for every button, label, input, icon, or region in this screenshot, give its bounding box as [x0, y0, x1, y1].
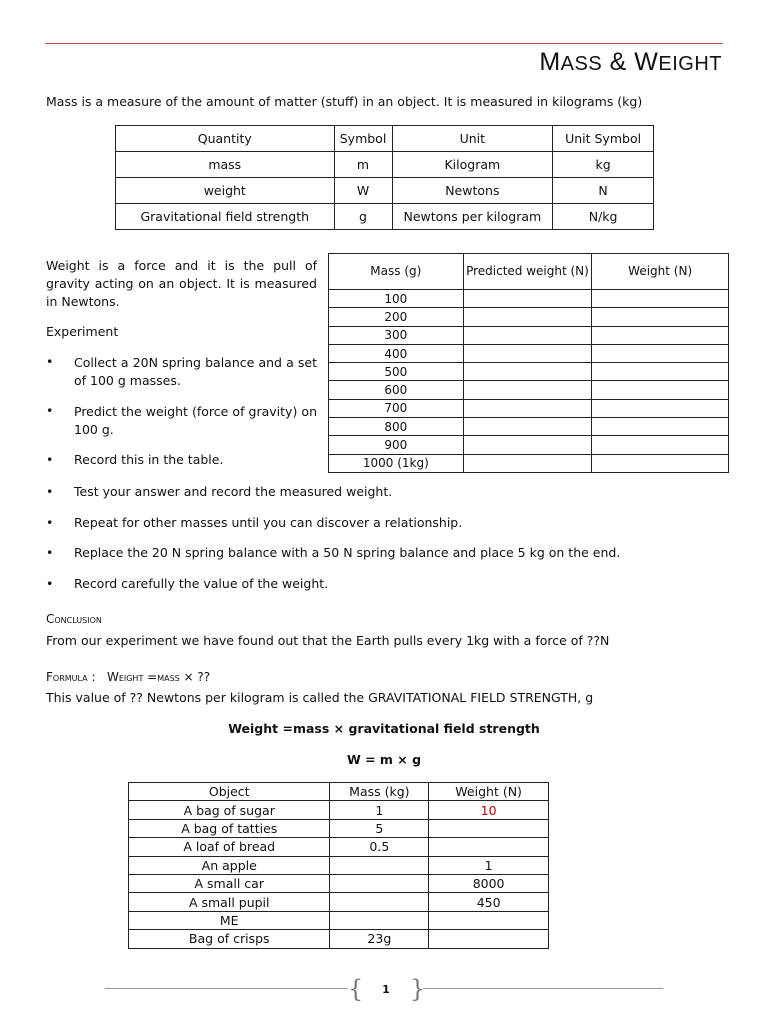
- mass-cell: 200: [329, 308, 464, 326]
- weight-definition: Weight is a force and it is the pull of gravity acting on an object. It is measured in Newtons.: [46, 258, 317, 309]
- header-cell: Object: [129, 783, 330, 801]
- predicted-cell[interactable]: [463, 454, 592, 472]
- table-cell: N/kg: [553, 204, 654, 230]
- table-row: [329, 326, 729, 344]
- mass-cell: 900: [329, 436, 464, 454]
- mass-cell: 600: [329, 381, 464, 399]
- weight-cell[interactable]: [592, 290, 729, 308]
- weight-cell: 10: [429, 801, 549, 819]
- predicted-cell[interactable]: [463, 381, 592, 399]
- formula-symbolic: W = m × g: [346, 752, 422, 767]
- weight-cell: 1: [429, 856, 549, 874]
- objects-table: [128, 782, 549, 949]
- formula-label: Formula :: [46, 670, 96, 684]
- predicted-cell[interactable]: [463, 363, 592, 381]
- mass-cell: 300: [329, 326, 464, 344]
- table-row: [116, 204, 654, 230]
- table-row: [129, 801, 549, 819]
- bullet-icon: •: [46, 545, 54, 560]
- table-row: [129, 838, 549, 856]
- intro-text: Mass is a measure of the amount of matter (stuff) in an object. It is measured in kilograms (kg): [46, 94, 643, 109]
- conclusion-heading: Conclusion: [46, 612, 102, 626]
- table-row: [329, 290, 729, 308]
- table-row: [129, 874, 549, 892]
- table-cell: Newtons per kilogram: [392, 204, 553, 230]
- weight-cell[interactable]: [592, 363, 729, 381]
- predicted-cell[interactable]: [463, 326, 592, 344]
- mass-cell: 400: [329, 344, 464, 362]
- formula-bold-line: Weight =mass × gravitational field strength: [228, 721, 540, 736]
- table-cell: Kilogram: [392, 152, 553, 178]
- table-header-row: [129, 783, 549, 801]
- table-cell: W: [334, 178, 392, 204]
- object-cell: A bag of sugar: [129, 801, 330, 819]
- table-cell: weight: [116, 178, 335, 204]
- object-cell: A small pupil: [129, 893, 330, 911]
- footer-brace-right: }: [410, 975, 426, 1003]
- weight-cell[interactable]: [592, 454, 729, 472]
- mass-cell: 1: [330, 801, 429, 819]
- mass-cell[interactable]: [330, 893, 429, 911]
- table-cell: mass: [116, 152, 335, 178]
- bullet-icon: •: [46, 515, 54, 530]
- table-cell: g: [334, 204, 392, 230]
- bullet-icon: •: [46, 484, 54, 499]
- object-cell: ME: [129, 911, 330, 929]
- weight-cell[interactable]: [592, 344, 729, 362]
- table-header-row: [116, 126, 654, 152]
- table-row: [116, 178, 654, 204]
- bullet-icon: •: [46, 576, 54, 591]
- footer-rule-left: [105, 988, 348, 989]
- weight-cell: 450: [429, 893, 549, 911]
- mass-cell: 23g: [330, 930, 429, 948]
- object-cell: A small car: [129, 874, 330, 892]
- bullet-icon: •: [46, 403, 54, 418]
- table-cell: kg: [553, 152, 654, 178]
- table-row: [329, 454, 729, 472]
- header-cell: Weight (N): [429, 783, 549, 801]
- mass-cell[interactable]: [330, 874, 429, 892]
- bullet-icon: •: [46, 354, 54, 369]
- predicted-cell[interactable]: [463, 418, 592, 436]
- table-row: [129, 893, 549, 911]
- mass-cell: 1000 (1kg): [329, 454, 464, 472]
- header-cell: Unit: [392, 126, 553, 152]
- table-row: [129, 856, 549, 874]
- weight-cell[interactable]: [429, 911, 549, 929]
- weight-cell[interactable]: [592, 418, 729, 436]
- weight-cell[interactable]: [592, 399, 729, 417]
- table-row: [329, 344, 729, 362]
- bullet-icon: •: [46, 452, 54, 467]
- weight-cell: 8000: [429, 874, 549, 892]
- table-row: [329, 399, 729, 417]
- formula-line: [46, 670, 210, 684]
- predicted-cell[interactable]: [463, 436, 592, 454]
- mass-cell: 0.5: [330, 838, 429, 856]
- table-cell: Newtons: [392, 178, 553, 204]
- table-cell: N: [553, 178, 654, 204]
- table-row: [329, 436, 729, 454]
- table-row: [129, 911, 549, 929]
- weight-cell[interactable]: [592, 436, 729, 454]
- mass-cell[interactable]: [330, 856, 429, 874]
- experiment-heading: Experiment: [46, 324, 119, 339]
- page-number: 1: [382, 983, 390, 996]
- table-row: [329, 363, 729, 381]
- weight-cell[interactable]: [429, 819, 549, 837]
- table-row: [129, 930, 549, 948]
- object-cell: A bag of tatties: [129, 819, 330, 837]
- mass-weight-table: [328, 253, 729, 473]
- weight-cell[interactable]: [592, 308, 729, 326]
- header-cell: Weight (N): [592, 254, 729, 290]
- conclusion-text: From our experiment we have found out that the Earth pulls every 1kg with a force of ??N: [46, 633, 610, 648]
- footer-rule-right: [423, 988, 663, 989]
- header-cell: Mass (g): [329, 254, 464, 290]
- table-row: [329, 381, 729, 399]
- predicted-cell[interactable]: [463, 399, 592, 417]
- page-title: MASS & WEIGHT: [539, 48, 722, 76]
- header-cell: Predicted weight (N): [463, 254, 592, 290]
- mass-cell: 800: [329, 418, 464, 436]
- header-cell: Mass (kg): [330, 783, 429, 801]
- header-cell: Quantity: [116, 126, 335, 152]
- gfs-text: This value of ?? Newtons per kilogram is called the GRAVITATIONAL FIELD STRENGTH, g: [46, 690, 594, 705]
- header-cell: Unit Symbol: [553, 126, 654, 152]
- header-rule: [45, 43, 723, 44]
- predicted-cell[interactable]: [463, 290, 592, 308]
- quantities-table: [115, 125, 654, 230]
- mass-cell: 700: [329, 399, 464, 417]
- footer-brace-left: {: [348, 975, 364, 1003]
- weight-cell[interactable]: [592, 326, 729, 344]
- object-cell: Bag of crisps: [129, 930, 330, 948]
- mass-cell: 100: [329, 290, 464, 308]
- formula-expression: Weight =mass × ??: [106, 670, 211, 684]
- table-header-row: [329, 254, 729, 290]
- object-cell: An apple: [129, 856, 330, 874]
- header-cell: Symbol: [334, 126, 392, 152]
- table-row: [329, 308, 729, 326]
- table-row: [329, 418, 729, 436]
- predicted-cell[interactable]: [463, 308, 592, 326]
- weight-cell[interactable]: [429, 838, 549, 856]
- table-cell: Gravitational field strength: [116, 204, 335, 230]
- table-row: [129, 819, 549, 837]
- object-cell: A loaf of bread: [129, 838, 330, 856]
- mass-cell: 500: [329, 363, 464, 381]
- weight-cell[interactable]: [592, 381, 729, 399]
- table-cell: m: [334, 152, 392, 178]
- mass-cell[interactable]: [330, 911, 429, 929]
- table-row: [116, 152, 654, 178]
- weight-cell[interactable]: [429, 930, 549, 948]
- mass-cell: 5: [330, 819, 429, 837]
- predicted-cell[interactable]: [463, 344, 592, 362]
